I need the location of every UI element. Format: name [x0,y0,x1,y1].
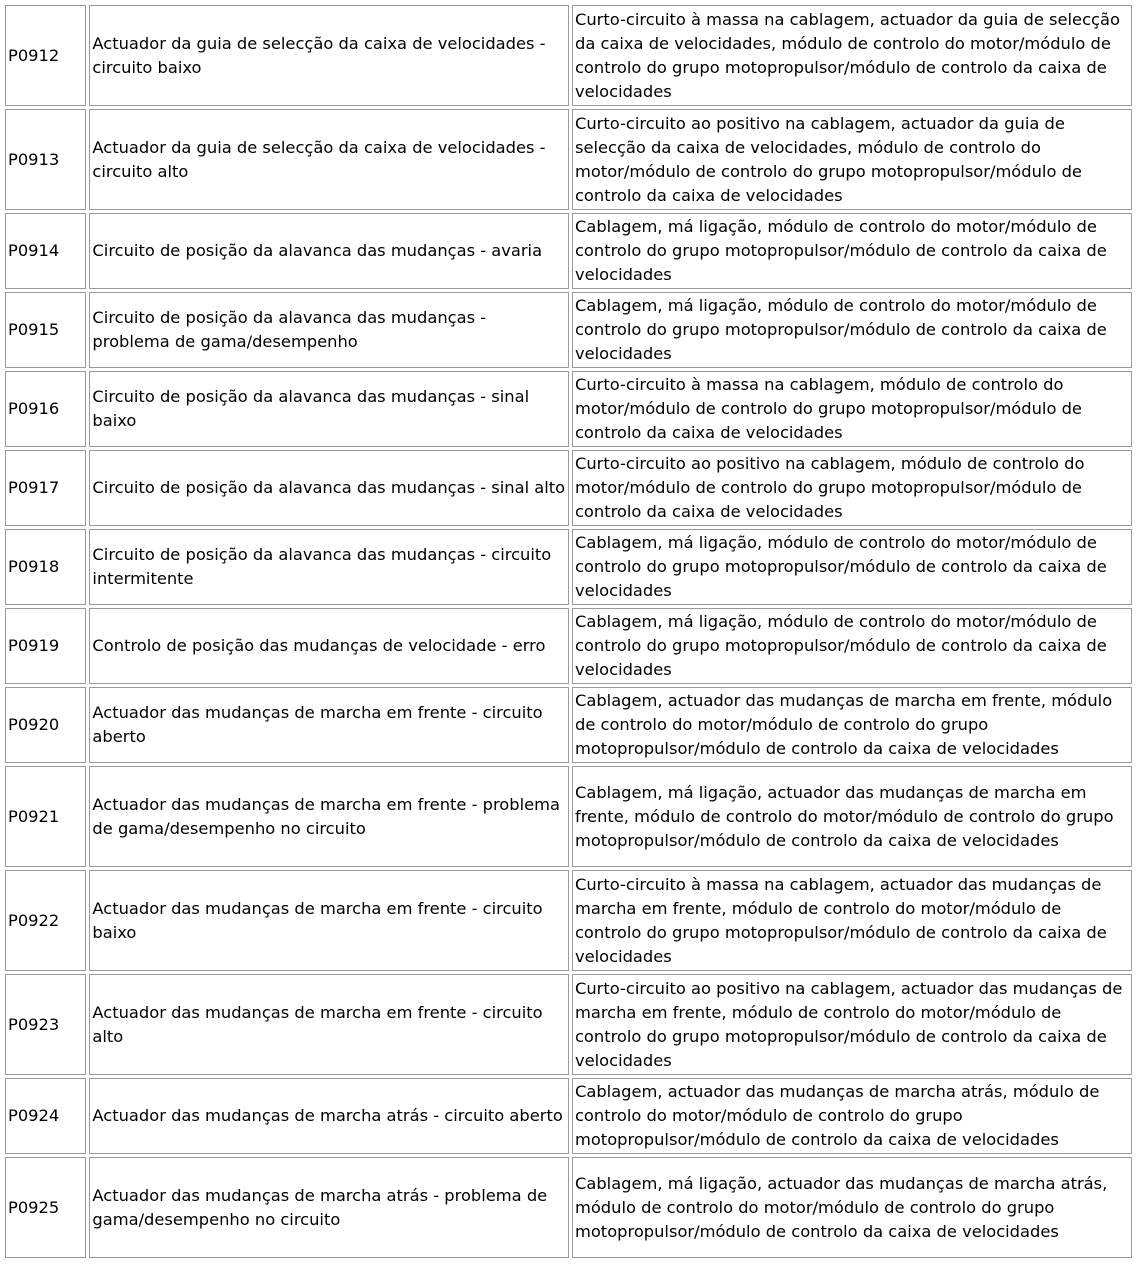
dtc-description-cell: Actuador das mudanças de marcha atrás - problema de gama/desempenho no circuito [89,1157,569,1258]
dtc-cause-cell: Cablagem, má ligação, módulo de controlo do motor/módulo de controlo do grupo motopropulsor/módulo de controlo da caixa de velocidades [572,292,1132,368]
dtc-description-cell: Circuito de posição da alavanca das mudanças - avaria [89,213,569,289]
dtc-cause-cell: Curto-circuito à massa na cablagem, actuador da guia de selecção da caixa de velocidades, módulo de controlo do motor/módulo de controlo do grupo motopropulsor/módulo de controlo da caixa de velocidades [572,5,1132,106]
dtc-table-body [5,5,1132,1258]
dtc-cause-cell: Curto-circuito à massa na cablagem, módulo de controlo do motor/módulo de controlo do grupo motopropulsor/módulo de controlo da caixa de velocidades [572,371,1132,447]
dtc-cause-cell: Cablagem, má ligação, actuador das mudanças de marcha atrás, módulo de controlo do motor/módulo de controlo do grupo motopropulsor/módulo de controlo da caixa de velocidades [572,1157,1132,1258]
dtc-cause-cell: Cablagem, má ligação, módulo de controlo do motor/módulo de controlo do grupo motopropulsor/módulo de controlo da caixa de velocidades [572,529,1132,605]
dtc-cause-cell: Cablagem, actuador das mudanças de marcha em frente, módulo de controlo do motor/módulo de controlo do grupo motopropulsor/módulo de controlo da caixa de velocidades [572,687,1132,763]
dtc-code-cell: P0923 [5,974,86,1075]
dtc-table [2,2,1135,1261]
table-row [5,974,1132,1075]
dtc-cause-cell: Curto-circuito ao positivo na cablagem, módulo de controlo do motor/módulo de controlo do grupo motopropulsor/módulo de controlo da caixa de velocidades [572,450,1132,526]
table-row [5,870,1132,971]
dtc-code-cell: P0913 [5,109,86,210]
dtc-description-cell: Circuito de posição da alavanca das mudanças - sinal alto [89,450,569,526]
dtc-description-cell: Actuador das mudanças de marcha em frente - circuito aberto [89,687,569,763]
table-row [5,109,1132,210]
dtc-code-cell: P0922 [5,870,86,971]
dtc-description-cell: Controlo de posição das mudanças de velocidade - erro [89,608,569,684]
dtc-code-cell: P0920 [5,687,86,763]
dtc-code-cell: P0917 [5,450,86,526]
table-row [5,529,1132,605]
table-row [5,5,1132,106]
dtc-cause-cell: Curto-circuito à massa na cablagem, actuador das mudanças de marcha em frente, módulo de controlo do motor/módulo de controlo do grupo motopropulsor/módulo de controlo da caixa de velocidades [572,870,1132,971]
dtc-description-cell: Circuito de posição da alavanca das mudanças - problema de gama/desempenho [89,292,569,368]
dtc-description-cell: Actuador da guia de selecção da caixa de velocidades - circuito baixo [89,5,569,106]
dtc-code-cell: P0924 [5,1078,86,1154]
table-row [5,766,1132,867]
table-row [5,450,1132,526]
dtc-cause-cell: Cablagem, má ligação, módulo de controlo do motor/módulo de controlo do grupo motopropulsor/módulo de controlo da caixa de velocidades [572,213,1132,289]
dtc-description-cell: Actuador da guia de selecção da caixa de velocidades - circuito alto [89,109,569,210]
dtc-code-cell: P0918 [5,529,86,605]
dtc-cause-cell: Cablagem, actuador das mudanças de marcha atrás, módulo de controlo do motor/módulo de controlo do grupo motopropulsor/módulo de controlo da caixa de velocidades [572,1078,1132,1154]
table-row [5,687,1132,763]
dtc-description-cell: Actuador das mudanças de marcha em frente - problema de gama/desempenho no circuito [89,766,569,867]
dtc-code-cell: P0925 [5,1157,86,1258]
dtc-description-cell: Circuito de posição da alavanca das mudanças - sinal baixo [89,371,569,447]
dtc-code-cell: P0914 [5,213,86,289]
dtc-cause-cell: Curto-circuito ao positivo na cablagem, actuador das mudanças de marcha em frente, módulo de controlo do motor/módulo de controlo do grupo motopropulsor/módulo de controlo da caixa de velocidades [572,974,1132,1075]
dtc-code-cell: P0916 [5,371,86,447]
dtc-description-cell: Actuador das mudanças de marcha em frente - circuito baixo [89,870,569,971]
table-row [5,213,1132,289]
table-row [5,608,1132,684]
table-row [5,371,1132,447]
dtc-cause-cell: Cablagem, má ligação, actuador das mudanças de marcha em frente, módulo de controlo do motor/módulo de controlo do grupo motopropulsor/módulo de controlo da caixa de velocidades [572,766,1132,867]
dtc-code-cell: P0915 [5,292,86,368]
table-row [5,1157,1132,1258]
dtc-code-cell: P0919 [5,608,86,684]
dtc-description-cell: Actuador das mudanças de marcha atrás - circuito aberto [89,1078,569,1154]
dtc-cause-cell: Cablagem, má ligação, módulo de controlo do motor/módulo de controlo do grupo motopropulsor/módulo de controlo da caixa de velocidades [572,608,1132,684]
dtc-description-cell: Actuador das mudanças de marcha em frente - circuito alto [89,974,569,1075]
dtc-cause-cell: Curto-circuito ao positivo na cablagem, actuador da guia de selecção da caixa de velocidades, módulo de controlo do motor/módulo de controlo do grupo motopropulsor/módulo de controlo da caixa de velocidades [572,109,1132,210]
table-row [5,1078,1132,1154]
table-row [5,292,1132,368]
dtc-code-cell: P0921 [5,766,86,867]
dtc-code-cell: P0912 [5,5,86,106]
dtc-description-cell: Circuito de posição da alavanca das mudanças - circuito intermitente [89,529,569,605]
